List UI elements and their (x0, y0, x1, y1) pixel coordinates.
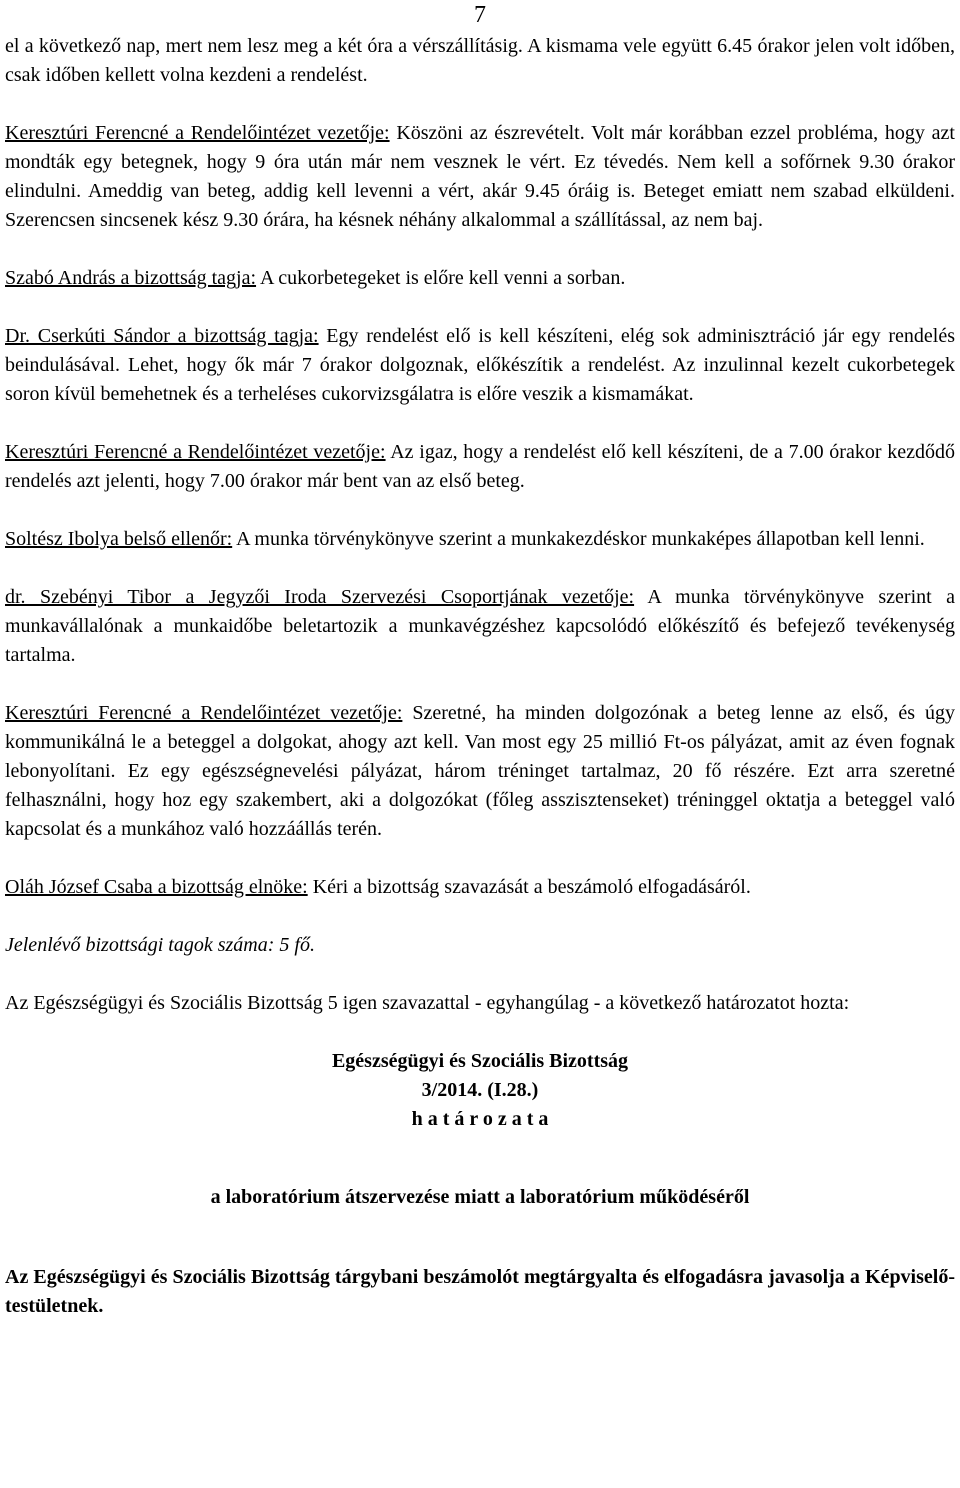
resolution-subject: a laboratórium átszervezése miatt a laboratórium működéséről (210, 1186, 750, 1208)
speaker-name: Keresztúri Ferencné a Rendelőintézet vezetője: (5, 441, 386, 463)
paragraph-text: Kéri a bizottság szavazását a beszámoló elfogadásáról. (307, 876, 751, 898)
page-content (5, 32, 955, 1350)
speaker-name: Keresztúri Ferencné a Rendelőintézet vezetője: (5, 702, 403, 724)
resolution-header (5, 1047, 955, 1134)
speaker-name: dr. Szebényi Tibor a Jegyzői Iroda Szervezési Csoportjának vezetője: (5, 586, 635, 608)
paragraph-text: Egy rendelést elő is kell készíteni, elég sok adminisztráció jár egy rendelés beindulásával. Lehet, hogy ők már 7 órakor dolgoznak, előkészítik a rendelést. Az inzulinnal kezelt cukorbetegek soron kívül bemehetnek és a terheléses cukorvizsgálatra is előre veszik a kismamákat. (5, 325, 955, 405)
paragraph-keresztúri-3 (5, 699, 955, 844)
paragraph-text: A munka törvénykönyve szerint a munkakezdéskor munkaképes állapotban kell lenni. (232, 528, 925, 550)
page-number: 7 (474, 2, 486, 28)
paragraph-soltesz (5, 525, 955, 554)
paragraph-text: Köszöni az észrevételt. Volt már korábban ezzel probléma, hogy azt mondták egy betegnek, hogy 9 óra után már nem vesznek le vért. Ez tévedés. Nem kell a sofőrnek 9.30 órakor elindulni. Ameddig van beteg, addig kell levenni a vért, akár 9.45 óráig is. Beteget emiatt nem szabad elküldeni. Szerencsen sincsenek kész 9.30 órára, ha késnek néhány alkalommal a szállítással, az nem baj. (5, 122, 955, 231)
speaker-name: Oláh József Csaba a bizottság elnöke: (5, 876, 308, 898)
resolution-committee: Egészségügyi és Szociális Bizottság (331, 1050, 629, 1072)
paragraph-olah (5, 873, 955, 902)
speaker-name: Szabó András a bizottság tagja: (5, 267, 257, 289)
vote-statement: Az Egészségügyi és Szociális Bizottság 5 igen szavazattal - egyhangúlag - a következő határozatot hozta: (5, 992, 850, 1014)
paragraph-szabo (5, 264, 955, 293)
attendance-note: Jelenlévő bizottsági tagok száma: 5 fő. (5, 934, 315, 956)
resolution-number: 3/2014. (I.28.) (421, 1079, 539, 1101)
speaker-name: Dr. Cserkúti Sándor a bizottság tagja: (5, 325, 319, 347)
paragraph-keresztúri-2 (5, 438, 955, 496)
resolution-label: h a t á r o z a t a (411, 1108, 549, 1130)
paragraph-text: A munka törvénykönyve szerint a munkavállalónak a munkaidőbe beletartozik a munkavégzéshez kapcsolódó előkészítő és befejező tevékenység tartalma. (5, 586, 955, 666)
speaker-name: Keresztúri Ferencné a Rendelőintézet vezetője: (5, 122, 390, 144)
paragraph-text: Az igaz, hogy a rendelést elő kell készíteni, de a 7.00 órakor kezdődő rendelés azt jelenti, hogy 7.00 órakor már bent van az első beteg. (5, 441, 955, 492)
paragraph-text: el a következő nap, mert nem lesz meg a két óra a vérszállításig. A kismama vele együtt 6.45 órakor jelen volt időben, csak időben kellett volna kezdeni a rendelést. (5, 35, 955, 86)
speaker-name: Soltész Ibolya belső ellenőr: (5, 528, 233, 550)
paragraph-szebenyi (5, 583, 955, 670)
resolution-body: Az Egészségügyi és Szociális Bizottság tárgybani beszámolót megtárgyalta és elfogadásra javasolja a Képviselő-testületnek. (5, 1266, 955, 1317)
paragraph-cserkuti (5, 322, 955, 409)
paragraph-continuation (5, 32, 955, 90)
paragraph-text: A cukorbetegeket is előre kell venni a sorban. (256, 267, 626, 289)
paragraph-keresztúri-1 (5, 119, 955, 235)
paragraph-text: Szeretné, ha minden dolgozónak a beteg lenne az első, és úgy kommunikálná le a beteggel a dolgokat, ahogy azt kell. Van most egy 25 millió Ft-os pályázat, amit az éven fognak lebonyolítani. Ez egy egészségnevelési pályázat, három tréninget tartalmaz, 20 fő részére. Ezt arra szeretné felhasználni, hogy hoz egy szakembert, aki a dolgozókat (főleg asszisztenseket) tréninggel oktatja a beteggel való kapcsolat és a munkához való hozzáállás terén. (5, 702, 955, 840)
